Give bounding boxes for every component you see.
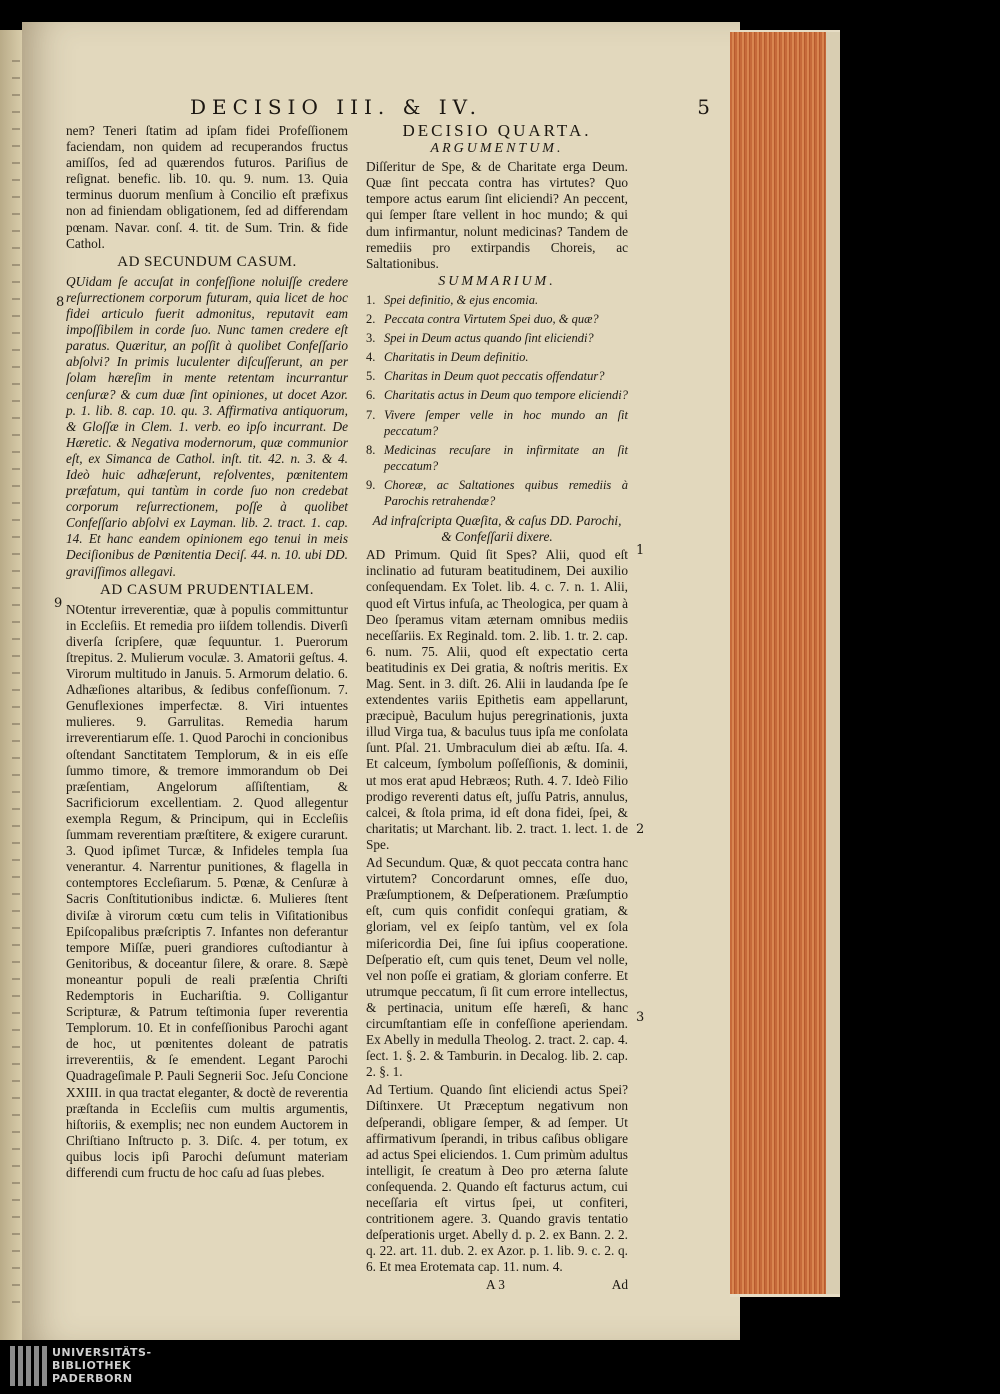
paragraph-ad-secundum: Ad Secundum. Quæ, & quot peccata contra hanc virtutem? Concordarunt omnes, eſſe duo, Præſumptionem, & Deſperationem. Præſumptio eſt, cum quis confidit conſequi gratiam, & gloriam, vel ex ſeipſo tantùm, vel ex ſola miſericordia Dei, ſine ſui ipſius cooperatione. Deſperatio eſt, cum quis tenet, Deum vel nolle, vel non poſſe ei gratiam, & gloriam conferre. Et utrumque peccatum, ſi ſit cum errore intellectus, & pertinacia, unitum eſſe hæreſi, & hanc circumſtantiam eſſe in confeſſione aperiendam. Ex Abelly in medulla Theolog. 2. tract. 2. cap. 4. ſect. 1. §. 2. & Tamburin. in Decalog. lib. 2. cap. 2. §. 1. (366, 855, 628, 1080)
running-head (190, 95, 710, 119)
margin-number-2: 2 (636, 822, 645, 837)
running-head-title: DECISIO III. & IV. (190, 95, 482, 119)
heading-casum-prudentialem: AD CASUM PRUDENTIALEM. (100, 581, 314, 598)
library-name: UNIVERSITÄTS- BIBLIOTHEK PADERBORN (52, 1346, 152, 1385)
summary-list (366, 292, 628, 509)
summary-item: 7. Vivere ſemper velle in hoc mundo an ſit peccatum? (366, 407, 628, 438)
catchword: Ad (611, 1277, 628, 1293)
paragraph-ad-tertium: Ad Tertium. Quando ſint eliciendi actus Spei? Diſtinxere. Ut Præceptum negativum non deſperandi, obligare ſemper, & ad ſemper. Ut affirmativum ſperandi, in tribus caſibus obligare ad actus Spei eliciendos. 1. Cum primùm adultus intelligit, ſe creatum à Deo pro æterna ſalute conſequenda. 2. Quando eſt facturus actum, cui neceſſaria eſt virtus ſpei, ut confiteri, contritionem agere. 3. Quando gravis tentatio deſperationis urget. Abelly d. p. 2. ex Bann. 2. 2. q. 22. art. 11. dub. 2. ex Azor. p. 1. lib. 9. c. 2. q. 6. Et mea Erotemata cap. 11. num. 4. (366, 1082, 628, 1275)
margin-number-8: 8 (56, 295, 65, 310)
signature-mark: A 3 (486, 1277, 505, 1293)
summary-item: 9. Choreæ, ac Saltationes quibus remediis à Parochis retrahendæ? (366, 477, 628, 508)
margin-number-1: 1 (636, 543, 645, 558)
summary-item: 6. Charitatis actus in Deum quo tempore eliciendi? (366, 388, 628, 403)
left-column (66, 123, 348, 1183)
argumentum-text: Diſſeritur de Spe, & de Charitate erga Deum. Quæ ſint peccata contra has virtutes? Quo tempore actus earum ſint eliciendi? An peccent, qui ſemper ſtare vellent in hoc mundo; & qui dum infirmantur, nolunt medicinas? Tandem de remediis pro extirpandis Choreis, ac Saltationibus. (366, 159, 628, 271)
facing-page-edge (0, 30, 23, 1340)
summary-item: 4. Charitatis in Deum definitio. (366, 350, 529, 365)
argumentum-label: ARGUMENTUM. (430, 141, 564, 157)
paragraph-case-8: QUidam ſe accuſat in confeſſione noluiſſe credere reſurrectionem corporum futuram, quia licet de hoc fidei articulo fuerit admonitus, reputavit eam impoſſibilem in corde ſuo. Nunc tamen credere eſt paratus. Quæritur, an poſſit à quolibet Confeſſario abſolvi? In primis luculenter diſcuſſerunt, an per ſolam hæreſim in mente retentam incurrantur cenſuræ? & cum duæ ſint opiniones, ut docet Azor. p. 1. lib. 8. cap. 10. qu. 3. Affirmativa antiquorum, & Gloſſæ in Clem. 1. verb. eo ipſo incurrant. De Hæretic. & Negativa modernorum, quæ communior eſt, ex Simanca de Cathol. inſt. tit. 42. n. 3. & 4. Ideò huic adhæſerunt, reſolventes, pœnitentem præfatum, qui tantùm in corde ſuo non credebat corporum reſurrectionem, poſſe à quolibet Confeſſario abſolvi ex Layman. lib. 2. tract. 1. cap. 14. Et hanc eandem opinionem ego tenui in meis Deciſionibus de Pœnitentia Deciſ. 44. n. 10. ubi DD. graviſſimos allegavi. (66, 273, 348, 579)
decisio-heading: DECISIO QUARTA. (402, 121, 592, 140)
margin-number-3: 3 (636, 1010, 645, 1025)
summarium-label: SUMMARIUM. (438, 273, 556, 289)
right-column (366, 123, 628, 1294)
summary-item: 3. Spei in Deum actus quando ſint eliciendi? (366, 331, 594, 346)
margin-number-9: 9 (54, 596, 63, 611)
summary-item: 2. Peccata contra Virtutem Spei duo, & quæ? (366, 312, 599, 327)
page-block-edge (730, 30, 840, 1297)
page-number: 5 (697, 95, 710, 119)
heading-ad-secundum-casum: AD SECUNDUM CASUM. (117, 253, 297, 270)
summary-item: 5. Charitas in Deum quot peccatis offendatur? (366, 369, 605, 384)
summary-item: 8. Medicinas recuſare in infirmitate an ſit peccatum? (366, 442, 628, 473)
paragraph-intro: nem? Teneri ſtatim ad ipſam fidei Profeſſionem faciendam, non quidem ad recuperandos fructus amiſſos, ſed ad quærendos futuros. Pariſius de reſignat. benefic. lib. 10. qu. 9. num. 13. Quia terminus duorum menſium à Concilio eſt præfixus non ad finiendam obligationem, ſed ad differendam pœnam. Navar. conſ. 4. tit. de Sum. Trin. & fide Cathol. (66, 123, 348, 251)
paragraph-case-9: NOtentur irreverentiæ, quæ à populis committuntur in Eccleſiis. Et remedia pro iiſdem tollendis. Diverſi diverſa ſcripſere, quæ ſequuntur. 1. Puerorum ſtrepitus. 2. Mulierum voculæ. 3. Amatorii geſtus. 4. Virorum multitudo in Januis. 5. Armorum delatio. 6. Adhæſiones altaribus, & ſedibus confeſſionum. 7. Genuflexiones imperfectæ. 8. Viri intuentes mulieres. 9. Garrulitas. Remedia harum irreverentiarum eſſe. 1. Quod Parochi in concionibus oſtendant Sanctitatem Templorum, & in eis eſſe ſummo timore, & tremore immorandum ob Dei præſentiam, Angelorum aſſiſtentiam, & Sacrificiorum excellentiam. 2. Quod allegentur exempla Regum, & Principum, qui in Eccleſiis ſummam reverentiam præſtitere, & exigere curarunt. 3. Quod ipſimet Turcæ, & Infideles templa ſua venerantur. 4. Narrentur punitiones, & flagella in contemptores Eccleſiarum. 5. Pœnæ, & Cenſuræ à Sacris Conſtitutionibus indictæ. 6. Mulieres ſtent diviſæ à virorum cœtu cum telis in Viſitationibus Epiſcopalibus præſcriptis 7. Infantes non deferantur tempore Miſſæ, pueri grandiores cuſtodiantur à Genitoribus, & doceantur ſilere, & orare. 8. Sæpè moneantur populi de reali præſentia Chriſti Redemptoris in Euchariſtia. 9. Colligantur Scripturæ, & Patrum teſtimonia ſuper reverentia Templorum. 10. Et in confeſſionibus Parochi agant de hoc, ut pœnitentes doleant de patratis irreverentiis, & ſe emendent. Legant Parochi Quadrageſimale P. Pauli Segnerii Soc. Jeſu Concione XXIII. in qua tractat eleganter, & doctè de reverentia præſtanda in Eccleſiis cum multis argumentis, hiſtoriis, & exemplis; nec non eundem Auctorem in Chriſtiano Inſtructo p. 3. Diſc. 4. per totum, ex quibus locis ipſi Parochi deſumunt materiam differendi cum fructu de hoc caſu ad ſuas plebes. (66, 601, 348, 1180)
library-logo-icon (10, 1346, 47, 1386)
summary-item: 1. Spei definitio, & ejus encomia. (366, 292, 539, 307)
ad-infrascripta: Ad infraſcripta Quæſita, & caſus DD. Parochi, & Confeſſarii dixere. (372, 513, 622, 545)
catchword-line (366, 1277, 628, 1293)
paragraph-ad-primum: AD Primum. Quid ſit Spes? Alii, quod eſt inclinatio ad futuram beatitudinem, Dei auxilio conſequendam. Ex Tolet. lib. 4. c. 7. n. 1. Alii, quod eſt Virtus infuſa, ac Theologica, per quam à Deo ſperamus vitam æternam omnibus mediis neceſſariis. Ex Reginald. tom. 2. lib. 1. tr. 2. cap. 6. num. 75. Alii, quod eſt expectatio certa beatitudinis ex Dei gratia, & noſtris meritis. Ex Mag. Sent. in 3. diſt. 26. Alii in laudanda ſpe ſe extendentes variis Epithetis eam appellarunt, præcipuè, Baculum hujus peregrinationis, juxta illud Virga tua, & baculus tuus ipſa me conſolata ſunt. Pſal. 21. Umbraculum diei ab æſtu. Iſa. 4. Et calceum, ſymbolum poſſeſſionis, & dominii, ut mos erat apud Hebræos; Ruth. 4. 7. Ideò Filio prodigo reverenti datus eſt, juſſu Patris, annulus, calcei, & ſtola prima, id eſt dona fidei, ſpei, & charitatis; ut Marchant. lib. 2. tract. 1. lect. 1. de Spe. (366, 547, 628, 852)
